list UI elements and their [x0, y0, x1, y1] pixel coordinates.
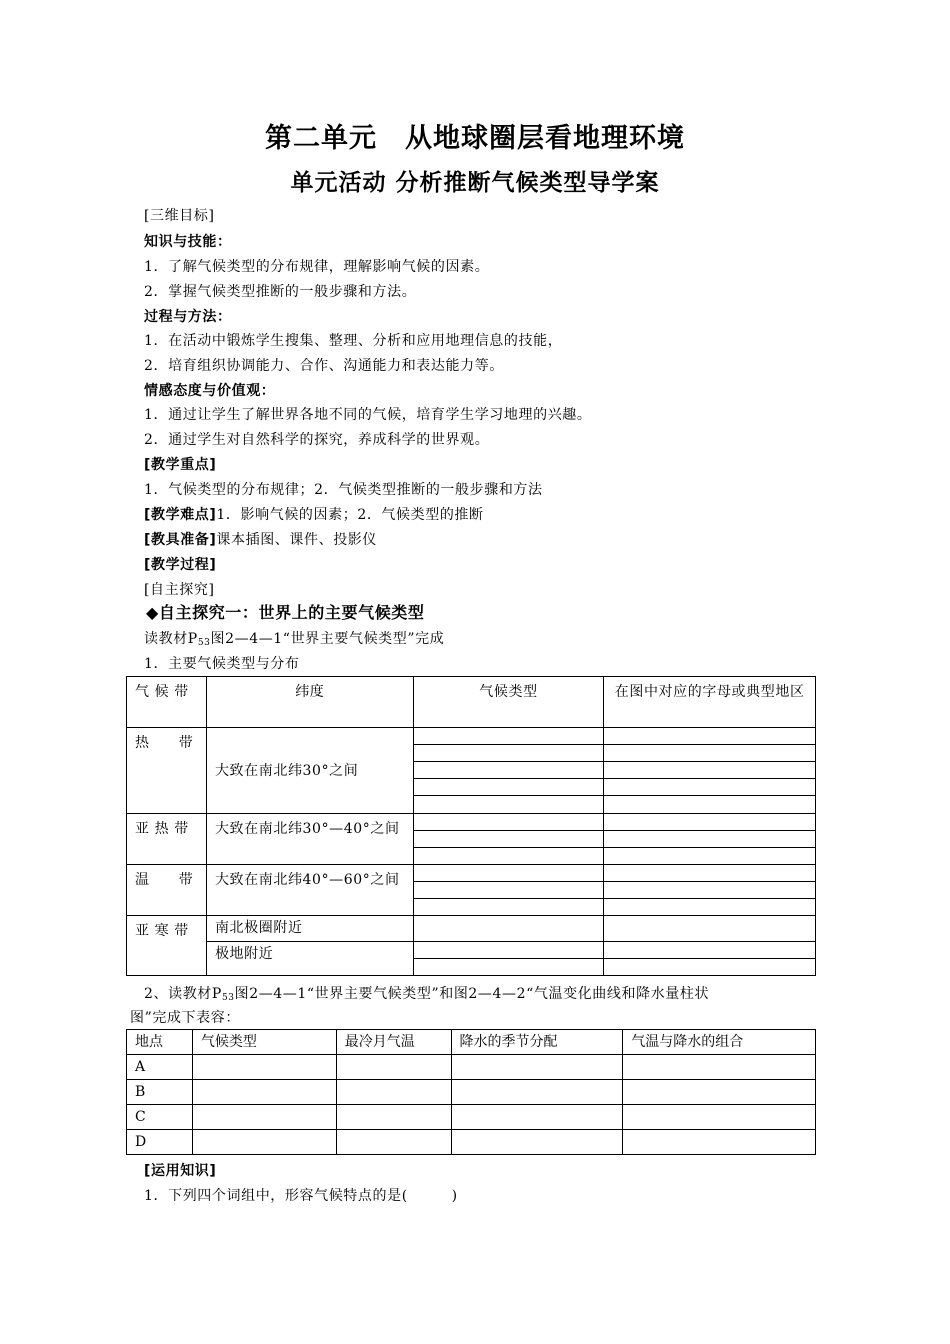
table-row	[127, 1080, 816, 1105]
self-study-heading: [自主探究]	[144, 582, 215, 598]
header-climate-zone: 气 候 带	[127, 677, 207, 728]
teaching-tools	[144, 530, 377, 550]
answer-cell[interactable]	[604, 779, 816, 796]
zone-subarctic: 亚 寒 带	[127, 916, 207, 976]
answer-cell[interactable]	[192, 1080, 336, 1105]
instruction-suffix: 图2—4—1“世界主要气候类型”完成	[210, 631, 445, 647]
answer-cell[interactable]	[604, 882, 816, 899]
question-1: 1．下列四个词组中，形容气候特点的是( )	[144, 1188, 458, 1204]
answer-cell[interactable]	[413, 865, 604, 882]
tools-text: 课本插图、课件、投影仪	[216, 532, 378, 548]
answer-cell[interactable]	[413, 814, 604, 831]
answer-cell[interactable]	[413, 916, 604, 942]
table-row	[127, 814, 816, 831]
page-subscript: 53	[221, 993, 235, 1003]
emotion-item: 1．通过让学生了解世界各地不同的气候，培育学生学习地理的兴趣。	[144, 407, 592, 423]
process-item: 2．培育组织协调能力、合作、沟通能力和表达能力等。	[144, 358, 504, 374]
goals-heading: [三维目标]	[144, 208, 215, 224]
table-row	[127, 1130, 816, 1155]
table-row	[127, 728, 816, 745]
table-row	[127, 1055, 816, 1080]
answer-cell[interactable]	[192, 1055, 336, 1080]
answer-cell[interactable]	[604, 865, 816, 882]
latitude-temperate: 大致在南北纬40°—60°之间	[206, 865, 413, 916]
header-precip-season: 降水的季节分配	[451, 1030, 623, 1055]
answer-cell[interactable]	[413, 831, 604, 848]
answer-cell[interactable]	[413, 728, 604, 745]
answer-cell[interactable]	[451, 1080, 623, 1105]
answer-cell[interactable]	[413, 779, 604, 796]
answer-cell[interactable]	[413, 942, 604, 959]
answer-cell[interactable]	[451, 1055, 623, 1080]
answer-cell[interactable]	[604, 745, 816, 762]
header-map-letter: 在图中对应的字母或典型地区	[604, 677, 816, 728]
answer-cell[interactable]	[604, 762, 816, 779]
zone-tropical: 热 带	[127, 728, 207, 814]
location-label: D	[127, 1130, 193, 1155]
answer-cell[interactable]	[604, 848, 816, 865]
difficult-points	[144, 505, 484, 525]
process-section-heading: [教学过程]	[144, 557, 217, 573]
answer-cell[interactable]	[604, 899, 816, 916]
process-item: 1．在活动中锻炼学生搜集、整理、分析和应用地理信息的技能，	[144, 333, 563, 349]
answer-cell[interactable]	[336, 1130, 451, 1155]
explore2-instruction	[144, 984, 709, 1008]
page-subscript: 53	[197, 638, 211, 648]
latitude-polar: 极地附近	[206, 942, 413, 976]
answer-cell[interactable]	[413, 796, 604, 814]
answer-cell[interactable]	[604, 814, 816, 831]
zone-temperate: 温 带	[127, 865, 207, 916]
table-row	[127, 916, 816, 942]
header-climate-type: 气候类型	[413, 677, 604, 728]
explore1-heading: ◆自主探究一：世界上的主要气候类型	[146, 603, 425, 622]
answer-cell[interactable]	[413, 882, 604, 899]
answer-cell[interactable]	[451, 1130, 623, 1155]
answer-cell[interactable]	[413, 959, 604, 976]
answer-cell[interactable]	[623, 1055, 816, 1080]
answer-cell[interactable]	[604, 916, 816, 942]
header-climate-type: 气候类型	[192, 1030, 336, 1055]
answer-cell[interactable]	[604, 959, 816, 976]
answer-cell[interactable]	[604, 796, 816, 814]
answer-cell[interactable]	[623, 1080, 816, 1105]
answer-cell[interactable]	[623, 1105, 816, 1130]
answer-cell[interactable]	[192, 1130, 336, 1155]
difficult-label: [教学难点]	[144, 507, 217, 523]
instruction-prefix: 读教材P	[144, 631, 198, 647]
header-coldest-temp: 最冷月气温	[336, 1030, 451, 1055]
answer-cell[interactable]	[623, 1130, 816, 1155]
apply-heading: [运用知识]	[144, 1163, 217, 1179]
key-points-heading: [教学重点]	[144, 457, 217, 473]
unit-title: 第二单元 从地球圈层看地理环境	[265, 123, 685, 154]
lesson-subtitle: 单元活动 分析推断气候类型导学案	[290, 170, 660, 196]
table-row	[127, 1105, 816, 1130]
location-label: B	[127, 1080, 193, 1105]
knowledge-heading: 知识与技能：	[144, 234, 232, 250]
process-heading: 过程与方法：	[144, 309, 232, 325]
knowledge-item: 2．掌握气候类型推断的一般步骤和方法。	[144, 284, 417, 300]
zone-subtropical: 亚 热 带	[127, 814, 207, 865]
climate-locations-table	[126, 1029, 816, 1155]
answer-cell[interactable]	[192, 1105, 336, 1130]
explore2-instruction-cont: 图”完成下表容：	[130, 1010, 240, 1026]
instruction-suffix: 图2—4—1“世界主要气候类型”和图2—4—2“气温变化曲线和降水量柱状	[234, 986, 710, 1002]
header-temp-precip-combo: 气温与降水的组合	[623, 1030, 816, 1055]
knowledge-item: 1．了解气候类型的分布规律，理解影响气候的因素。	[144, 259, 490, 275]
location-label: A	[127, 1055, 193, 1080]
explore1-instruction	[144, 629, 444, 653]
table-row	[127, 865, 816, 882]
answer-cell[interactable]	[413, 745, 604, 762]
answer-cell[interactable]	[336, 1055, 451, 1080]
table-header-row	[127, 1030, 816, 1055]
instruction-prefix: 2、读教材P	[144, 986, 222, 1002]
table-row	[127, 942, 816, 959]
explore1-item1: 1．主要气候类型与分布	[144, 656, 300, 672]
emotion-item: 2．通过学生对自然科学的探究，养成科学的世界观。	[144, 432, 490, 448]
answer-cell[interactable]	[336, 1080, 451, 1105]
header-latitude: 纬度	[206, 677, 413, 728]
answer-cell[interactable]	[413, 848, 604, 865]
header-location: 地点	[127, 1030, 193, 1055]
answer-cell[interactable]	[336, 1105, 451, 1130]
answer-cell[interactable]	[413, 762, 604, 779]
latitude-tropical: 大致在南北纬30°之间	[206, 728, 413, 814]
table-header-row	[127, 677, 816, 728]
emotion-heading: 情感态度与价值观：	[144, 383, 276, 399]
answer-cell[interactable]	[604, 728, 816, 745]
difficult-text: 1．影响气候的因素；2．气候类型的推断	[216, 507, 484, 523]
answer-cell[interactable]	[604, 942, 816, 959]
latitude-subarctic: 南北极圈附近	[206, 916, 413, 942]
latitude-subtropical: 大致在南北纬30°—40°之间	[206, 814, 413, 865]
location-label: C	[127, 1105, 193, 1130]
key-points-text: 1．气候类型的分布规律；2．气候类型推断的一般步骤和方法	[144, 482, 543, 498]
answer-cell[interactable]	[413, 899, 604, 916]
tools-label: [教具准备]	[144, 532, 217, 548]
answer-cell[interactable]	[604, 831, 816, 848]
answer-cell[interactable]	[451, 1105, 623, 1130]
climate-zones-table	[126, 676, 816, 976]
